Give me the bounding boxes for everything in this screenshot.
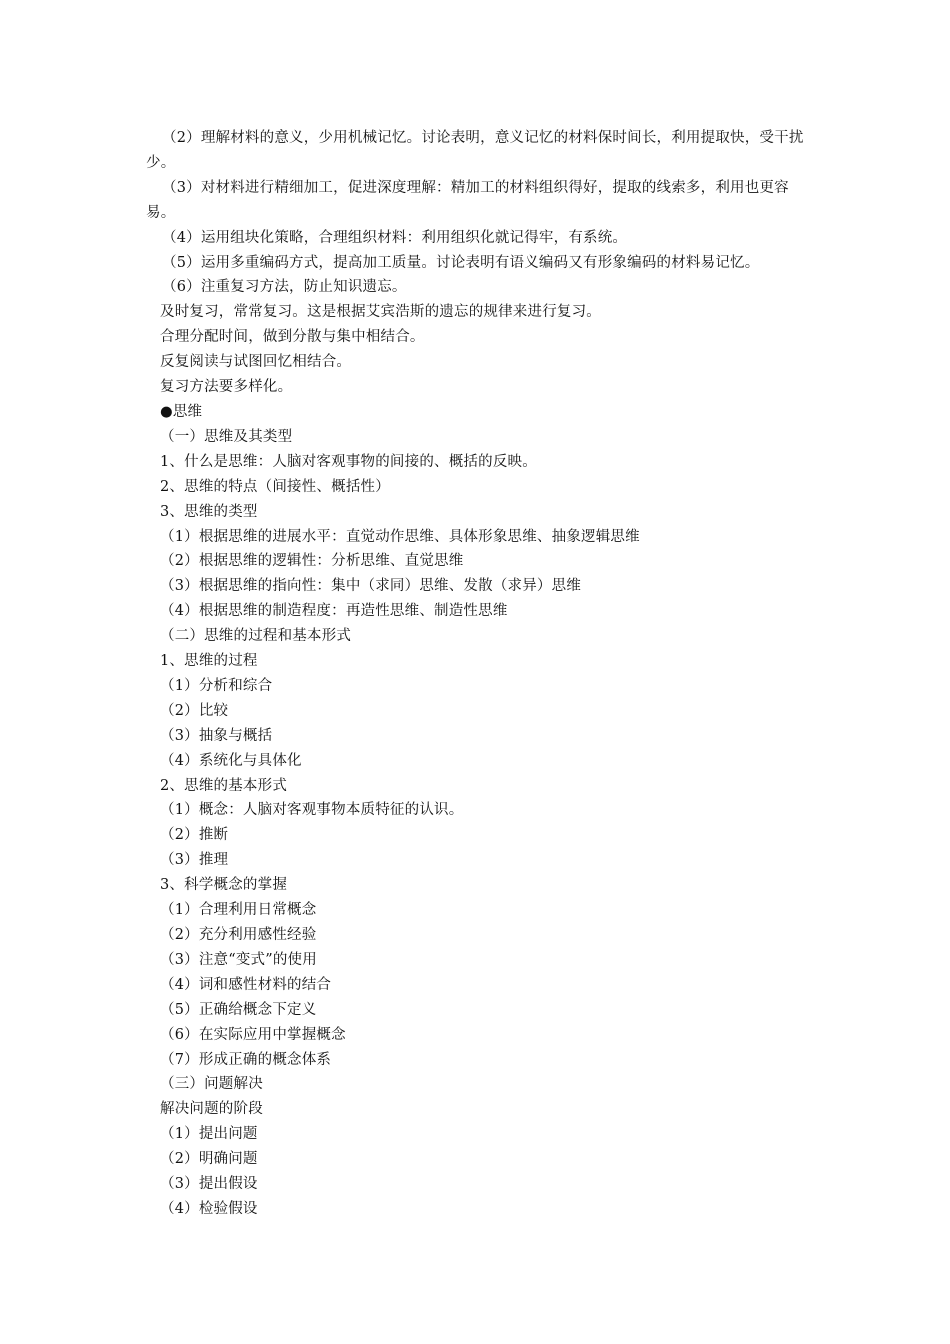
- document-paragraph: （3）对材料进行精细加工，促进深度理解：精加工的材料组织得好，提取的线索多，利用也更容易。: [146, 179, 789, 221]
- document-paragraph: （3）根据思维的指向性：集中（求同）思维、发散（求异）思维: [160, 578, 582, 595]
- document-paragraph: （2）比较: [160, 702, 229, 719]
- document-paragraph: （3）抽象与概括: [160, 727, 273, 744]
- document-paragraph: （一）思维及其类型: [160, 428, 293, 445]
- document-paragraph: 复习方法要多样化。: [160, 379, 293, 396]
- document-paragraph: （4）运用组块化策略，合理组织材料：利用组织化就记得牢，有系统。: [162, 229, 628, 246]
- document-paragraph: 2、思维的特点（间接性、概括性）: [160, 478, 390, 495]
- document-paragraph: （2）理解材料的意义，少用机械记忆。讨论表明，意义记忆的材料保时间长，利用提取快，受干扰少。: [146, 130, 804, 171]
- document-paragraph: 1、思维的过程: [160, 653, 258, 670]
- document-paragraph: （4）词和感性材料的结合: [160, 976, 332, 993]
- document-paragraph: （1）概念：人脑对客观事物本质特征的认识。: [160, 802, 464, 819]
- document-paragraph: 2、思维的基本形式: [160, 777, 288, 794]
- document-paragraph: （4）根据思维的制造程度：再造性思维、制造性思维: [160, 603, 508, 620]
- document-paragraph: （2）充分利用感性经验: [160, 927, 317, 943]
- document-paragraph: 及时复习，常常复习。这是根据艾宾浩斯的遗忘的规律来进行复习。: [160, 304, 601, 321]
- document-paragraph: （5）正确给概念下定义: [160, 1001, 317, 1018]
- document-paragraph: 反复阅读与试图回忆相结合。: [160, 354, 352, 371]
- document-paragraph: （2）明确问题: [160, 1151, 258, 1168]
- document-paragraph: （二）思维的过程和基本形式: [160, 628, 352, 645]
- document-paragraph: （1）合理利用日常概念: [160, 902, 317, 919]
- document-body: [146, 126, 814, 1222]
- document-paragraph: （7）形成正确的概念体系: [160, 1051, 332, 1068]
- document-paragraph: 3、科学概念的掌握: [160, 877, 288, 894]
- document-paragraph: （5）运用多重编码方式，提高加工质量。讨论表明有语义编码又有形象编码的材料易记忆。: [162, 254, 760, 271]
- document-paragraph: （4）检验假设: [160, 1200, 258, 1217]
- document-paragraph: （6）在实际应用中掌握概念: [160, 1026, 346, 1043]
- document-paragraph: （1）分析和综合: [160, 677, 273, 694]
- document-paragraph: （三）问题解决: [160, 1076, 263, 1093]
- document-paragraph: ●思维: [160, 403, 203, 420]
- document-paragraph: （3）推理: [160, 852, 229, 869]
- document-paragraph: 1、什么是思维：人脑对客观事物的间接的、概括的反映。: [160, 453, 537, 470]
- document-paragraph: 3、思维的类型: [160, 503, 258, 520]
- document-paragraph: 合理分配时间，做到分散与集中相结合。: [160, 329, 425, 346]
- document-paragraph: （1）提出问题: [160, 1126, 258, 1143]
- document-paragraph: （1）根据思维的进展水平：直觉动作思维、具体形象思维、抽象逻辑思维: [160, 528, 640, 545]
- document-paragraph: （4）系统化与具体化: [160, 752, 302, 769]
- document-paragraph: （6）注重复习方法，防止知识遗忘。: [162, 279, 407, 296]
- document-paragraph: （2）推断: [160, 827, 229, 844]
- document-paragraph: （3）注意“变式”的使用: [160, 951, 317, 968]
- document-paragraph: 解决问题的阶段: [160, 1101, 263, 1118]
- document-paragraph: （2）根据思维的逻辑性：分析思维、直觉思维: [160, 553, 464, 570]
- document-paragraph: （3）提出假设: [160, 1176, 258, 1193]
